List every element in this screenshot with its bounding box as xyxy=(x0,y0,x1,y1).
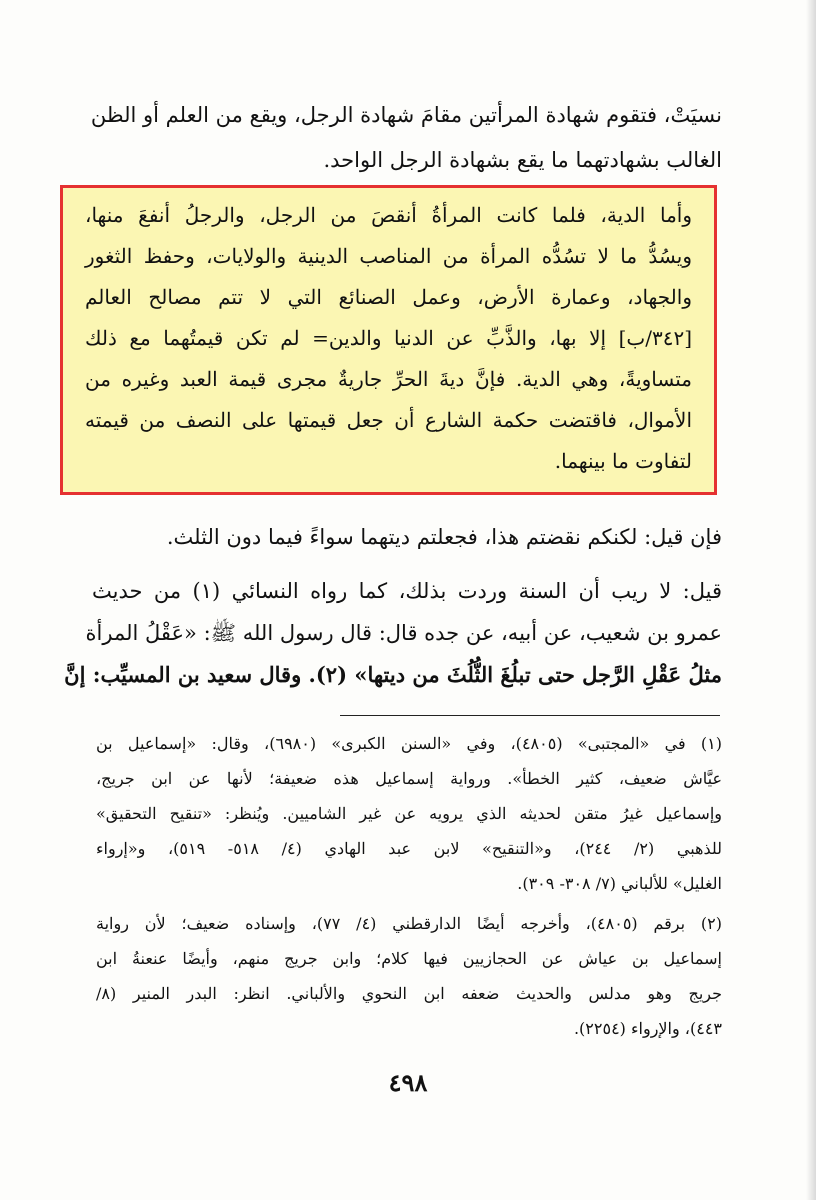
paragraph-3-line: عمرو بن شعيب، عن أبيه، عن جده قال: قال رسول الله ﷺ: «عَقْلُ المرأة xyxy=(85,621,722,645)
paragraph-1-line: الغالب بشهادتهما ما يقع بشهادة الرجل الواحد. xyxy=(323,148,722,172)
paragraph-3-line: قيل: لا ريب أن السنة وردت بذلك، كما رواه النسائي (١) من حديث xyxy=(92,579,722,603)
highlighted-line: متساويةً، وهي الدية. فإنَّ ديةَ الحرِّ جاريةٌ مجرى قيمة العبد وغيره من xyxy=(85,367,692,391)
paragraph-2-line: فإن قيل: لكنكم نقضتم هذا، فجعلتم ديتهما سواءً فيما دون الثلث. xyxy=(166,525,722,549)
highlighted-line: الأموال، فاقتضت حكمة الشارع أن جعل قيمتها على النصف من قيمته xyxy=(85,408,692,432)
footnote-1-line: عيَّاش ضعيف، كثير الخطأ». ورواية إسماعيل هذه ضعيفة؛ لأنها عن ابن جريج، xyxy=(96,769,722,788)
footnote-2-line: ٤٤٣)، والإرواء (٢٢٥٤). xyxy=(573,1019,722,1038)
page-number: ٤٩٨ xyxy=(388,1068,428,1097)
highlighted-line: والجهاد، وعمارة الأرض، وعمل الصنائع التي لا تتم مصالح العالم xyxy=(85,285,692,309)
footnote-1-line: الغليل» للألباني (٧/ ٣٠٨- ٣٠٩). xyxy=(517,874,722,893)
highlighted-passage-box xyxy=(60,185,717,495)
highlighted-line: لتفاوت ما بينهما. xyxy=(554,449,692,473)
footnote-1-line: (١) في «المجتبى» (٤٨٠٥)، وفي «السنن الكبرى» (٦٩٨٠)، وقال: «إسماعيل بن xyxy=(96,734,722,753)
footnote-2-line: إسماعيل بن عياش عن الحجازيين فيها كلام؛ وابن جريج منهم، وأيضًا عنعنةُ ابن xyxy=(96,949,722,968)
footnote-2-line: جريج وهو مدلس والحديث ضعفه ابن النحوي والألباني. انظر: البدر المنير (٨/ xyxy=(96,984,722,1003)
paragraph-3-line: مثلُ عَقْلِ الرَّجل حتى تبلُغَ الثُّلُثَ من ديتها» (٢). وقال سعيد بن المسيِّب: إنَّ xyxy=(64,662,722,687)
footnote-separator xyxy=(340,715,720,716)
footnote-1-line: للذهبي (٢/ ٢٤٤)، و«التنقيح» لابن عبد الهادي (٤/ ٥١٨- ٥١٩)، و«إرواء xyxy=(96,839,723,858)
paragraph-1-line: نسيَتْ، فتقوم شهادة المرأتين مقامَ شهادة الرجل، ويقع من العلم أو الظن xyxy=(90,103,722,127)
page-edge-shadow xyxy=(806,0,816,1200)
highlighted-line: ويسُدُّ ما لا تسُدُّه المرأة من المناصب الدينية والولايات، وحفظ الثغور xyxy=(85,244,692,268)
footnote-2-line: (٢) برقم (٤٨٠٥)، وأخرجه أيضًا الدارقطني (٤/ ٧٧)، وإسناده ضعيف؛ لأن رواية xyxy=(96,914,722,933)
highlighted-line: [٣٤٢/ب] إلا بها، والذَّبِّ عن الدنيا والدين= لم تكن قيمتُهما مع ذلك xyxy=(85,326,692,350)
footnote-1-line: وإسماعيل غيرُ متقن لحديثه الذي يرويه عن غير الشاميين. ويُنظر: «تنقيح التحقيق» xyxy=(96,804,722,823)
highlighted-line: وأما الدية، فلما كانت المرأةُ أنقصَ من الرجل، والرجلُ أنفعَ منها، xyxy=(85,203,692,227)
